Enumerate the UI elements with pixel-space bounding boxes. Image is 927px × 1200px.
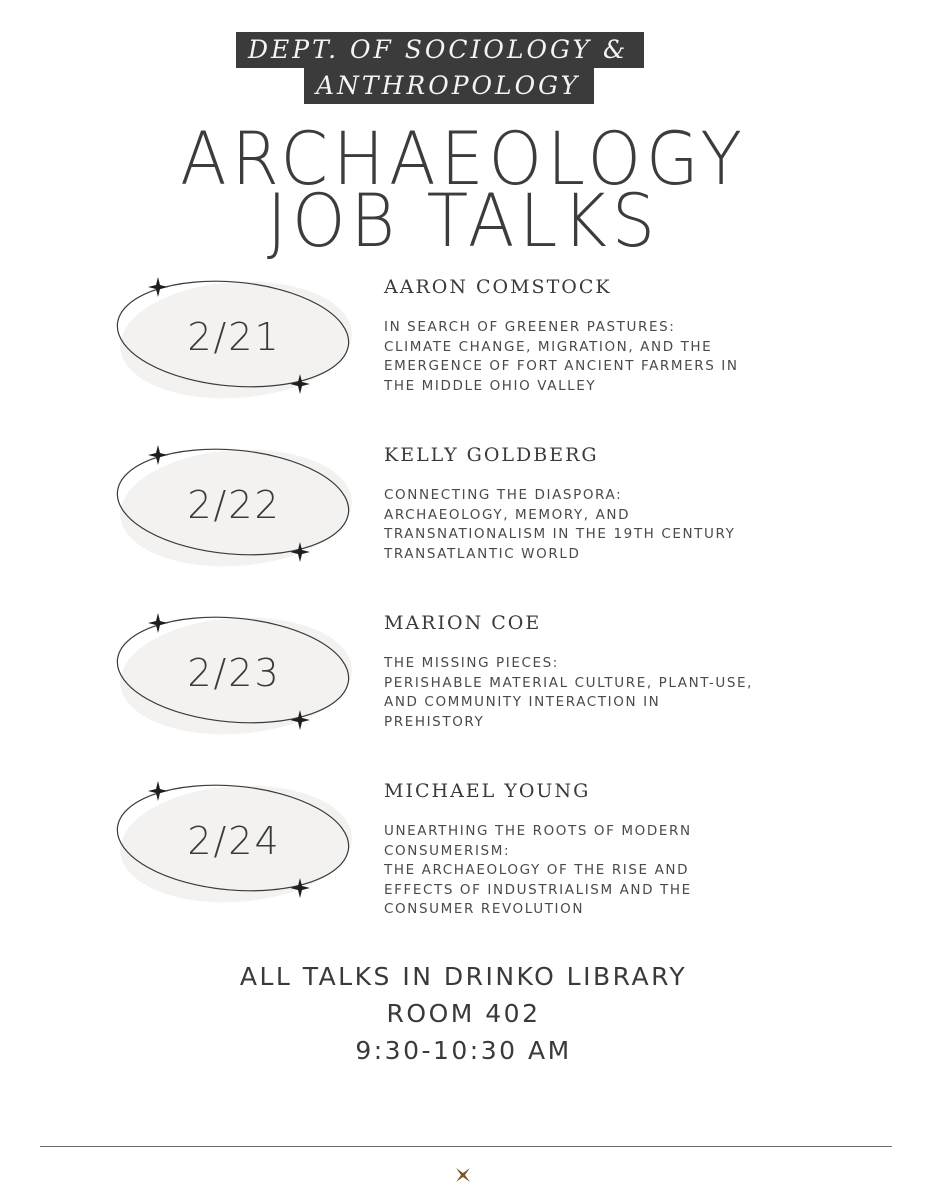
talk-title-line: THE MIDDLE OHIO VALLEY xyxy=(384,377,597,394)
talk-title-line: THE ARCHAEOLOGY OF THE RISE AND xyxy=(384,862,690,878)
footer-star-icon xyxy=(454,1166,472,1184)
sparkle-icon xyxy=(148,277,168,297)
talk-title-line: IN SEARCH OF GREENER PASTURES: xyxy=(384,319,676,335)
talk-title-line: CONSUMERISM: xyxy=(384,842,511,859)
dept-line-2: ANTHROPOLOGY xyxy=(304,68,594,104)
dept-banner xyxy=(236,32,691,104)
sparkle-icon xyxy=(148,613,168,633)
talk-title-line: CLIMATE CHANGE, MIGRATION, AND THE xyxy=(384,338,713,355)
talk-title xyxy=(384,318,854,396)
talk-title-line: PERISHABLE MATERIAL CULTURE, PLANT-USE, xyxy=(384,674,754,691)
talk-title-line: CONNECTING THE DIASPORA: xyxy=(384,487,623,503)
talk-title xyxy=(384,822,854,920)
talk-title xyxy=(384,654,854,732)
talk-title-line: UNEARTHING THE ROOTS OF MODERN xyxy=(384,823,692,839)
sparkle-icon xyxy=(148,445,168,465)
dept-line-1: DEPT. OF SOCIOLOGY & xyxy=(236,32,644,68)
talk-item xyxy=(0,274,927,434)
talk-item xyxy=(0,442,927,602)
speaker-name: MARION COE xyxy=(384,612,542,634)
talk-date: 2/24 xyxy=(187,819,281,863)
talk-title-line: CONSUMER REVOLUTION xyxy=(384,901,585,917)
talk-title-line: TRANSATLANTIC WORLD xyxy=(384,545,581,562)
talk-title-line: EFFECTS OF INDUSTRIALISM AND THE xyxy=(384,881,692,898)
location-line-2: ROOM 402 xyxy=(386,999,541,1028)
talk-date: 2/22 xyxy=(187,483,281,527)
speaker-name: AARON COMSTOCK xyxy=(384,276,612,298)
talk-title xyxy=(384,486,854,564)
talk-item xyxy=(0,778,927,938)
footer-divider xyxy=(40,1146,892,1147)
talk-title-line: THE MISSING PIECES: xyxy=(384,655,559,671)
speaker-name: KELLY GOLDBERG xyxy=(384,444,599,466)
page-title-line-2: JOB TALKS xyxy=(266,178,661,265)
sparkle-icon xyxy=(148,781,168,801)
talk-item xyxy=(0,610,927,770)
talk-title-line: EMERGENCE OF FORT ANCIENT FARMERS IN xyxy=(384,358,739,374)
location-line-1: ALL TALKS IN DRINKO LIBRARY xyxy=(239,962,688,991)
talk-title-line: AND COMMUNITY INTERACTION IN xyxy=(384,694,661,710)
talk-date: 2/23 xyxy=(187,651,281,695)
talk-date: 2/21 xyxy=(187,315,281,359)
location-line-3: 9:30-10:30 AM xyxy=(355,1036,572,1065)
talk-title-line: PREHISTORY xyxy=(384,713,485,730)
talk-title-line: TRANSNATIONALISM IN THE 19TH CENTURY xyxy=(384,526,736,542)
speaker-name: MICHAEL YOUNG xyxy=(384,780,591,802)
talk-title-line: ARCHAEOLOGY, MEMORY, AND xyxy=(384,506,631,523)
page-title-line-1: ARCHAEOLOGY xyxy=(180,116,747,203)
